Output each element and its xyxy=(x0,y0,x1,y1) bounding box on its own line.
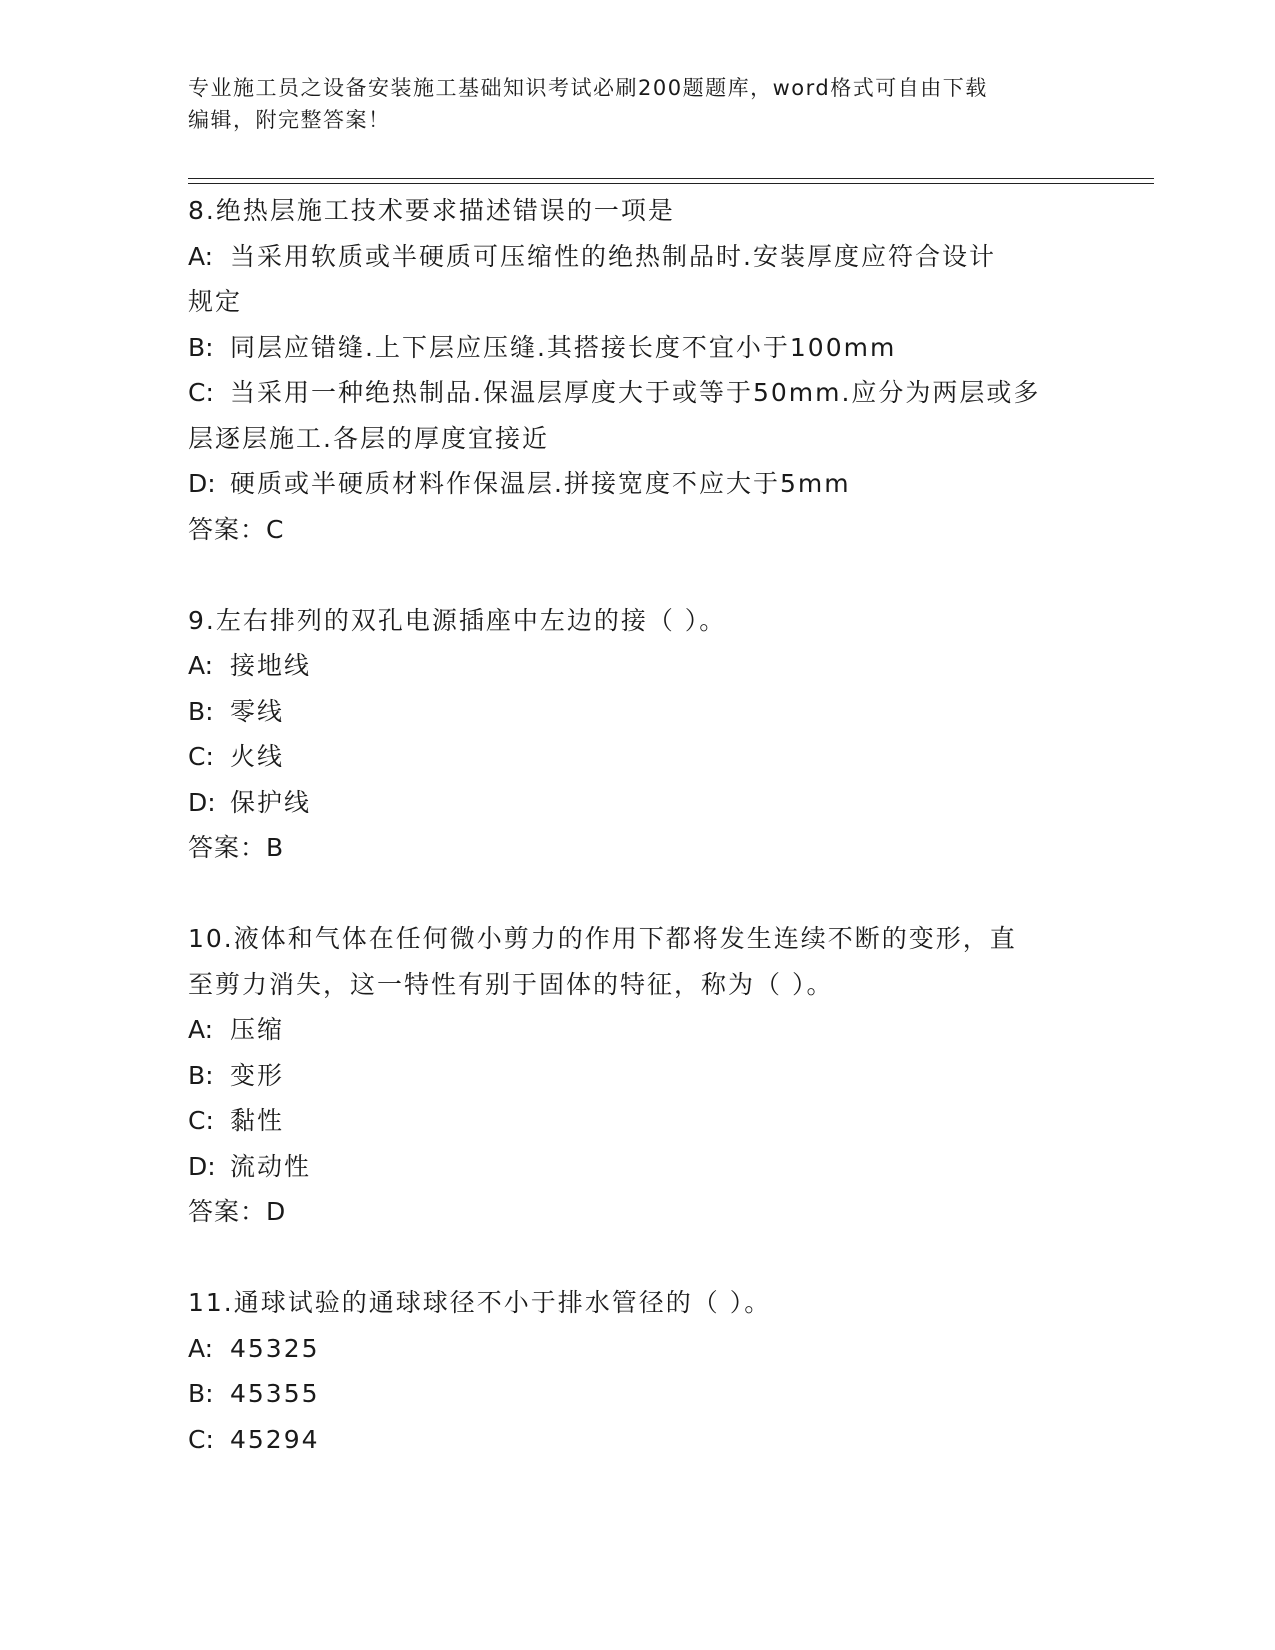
option-key: C: xyxy=(188,742,214,771)
document-header xyxy=(188,72,1068,136)
option-a xyxy=(188,234,1088,280)
option-d xyxy=(188,1144,1088,1190)
header-line-1: 专业施工员之设备安装施工基础知识考试必刷200题题库，word格式可自由下载 xyxy=(188,76,988,100)
header-divider-top xyxy=(188,178,1154,179)
option-a xyxy=(188,1326,1088,1372)
option-key: C: xyxy=(188,1424,214,1454)
option-a xyxy=(188,1007,1088,1053)
option-b xyxy=(188,325,1088,371)
header-line-2: 编辑，附完整答案！ xyxy=(188,108,391,132)
option-key: D: xyxy=(188,787,216,817)
option-text: 火线 xyxy=(230,742,285,771)
header-divider-bottom xyxy=(188,183,1154,184)
question-9 xyxy=(188,598,1088,871)
option-key: C: xyxy=(188,378,214,407)
option-key: A: xyxy=(188,241,214,271)
option-text: 45294 xyxy=(230,1424,320,1454)
option-key: B: xyxy=(188,696,214,726)
spacer xyxy=(188,552,1088,598)
option-key: B: xyxy=(188,1060,214,1090)
question-text-continued: 至剪力消失，这一特性有别于固体的特征，称为（ ）。 xyxy=(188,969,834,999)
option-text: 变形 xyxy=(230,1060,285,1090)
option-c xyxy=(188,734,1088,780)
option-b xyxy=(188,689,1088,735)
option-text: 当采用软质或半硬质可压缩性的绝热制品时.安装厚度应符合设计 xyxy=(230,241,996,271)
option-c xyxy=(188,370,1088,416)
option-text: 流动性 xyxy=(230,1151,312,1181)
option-key: A: xyxy=(188,651,214,680)
option-key: D: xyxy=(188,469,216,498)
answer-label: 答案：D xyxy=(188,1197,287,1226)
option-c-continued: 层逐层施工.各层的厚度宜接近 xyxy=(188,423,549,453)
answer-label: 答案：C xyxy=(188,514,285,544)
option-key: A: xyxy=(188,1333,214,1363)
option-a xyxy=(188,643,1088,689)
option-key: B: xyxy=(188,1379,214,1408)
question-11 xyxy=(188,1280,1088,1462)
option-text: 45355 xyxy=(230,1379,320,1408)
option-d xyxy=(188,461,1088,507)
option-c xyxy=(188,1098,1088,1144)
option-text: 保护线 xyxy=(230,787,312,817)
option-b xyxy=(188,1053,1088,1099)
spacer xyxy=(188,1235,1088,1281)
option-text: 黏性 xyxy=(230,1106,285,1135)
option-d xyxy=(188,780,1088,826)
option-text: 同层应错缝.上下层应压缝.其搭接长度不宜小于100mm xyxy=(230,332,897,362)
option-a-continued: 规定 xyxy=(188,287,243,316)
option-key: A: xyxy=(188,1015,214,1044)
option-text: 压缩 xyxy=(230,1015,285,1044)
question-text: 11.通球试验的通球球径不小于排水管径的（ ）。 xyxy=(188,1288,772,1317)
question-text: 9.左右排列的双孔电源插座中左边的接（ ）。 xyxy=(188,605,727,635)
question-10 xyxy=(188,916,1088,1235)
option-key: D: xyxy=(188,1151,216,1181)
option-b xyxy=(188,1371,1088,1417)
option-text: 零线 xyxy=(230,696,285,726)
question-text: 8.绝热层施工技术要求描述错误的一项是 xyxy=(188,196,675,225)
option-text: 硬质或半硬质材料作保温层.拼接宽度不应大于5mm xyxy=(230,469,851,498)
spacer xyxy=(188,871,1088,917)
option-key: B: xyxy=(188,332,214,362)
option-text: 当采用一种绝热制品.保温层厚度大于或等于50mm.应分为两层或多 xyxy=(230,378,1041,407)
option-c xyxy=(188,1417,1088,1463)
question-8 xyxy=(188,188,1088,552)
question-text: 10.液体和气体在任何微小剪力的作用下都将发生连续不断的变形，直 xyxy=(188,924,1017,953)
option-text: 接地线 xyxy=(230,651,312,680)
option-text: 45325 xyxy=(230,1333,320,1363)
answer-label: 答案：B xyxy=(188,833,285,862)
option-key: C: xyxy=(188,1106,214,1135)
question-list xyxy=(188,188,1088,1462)
